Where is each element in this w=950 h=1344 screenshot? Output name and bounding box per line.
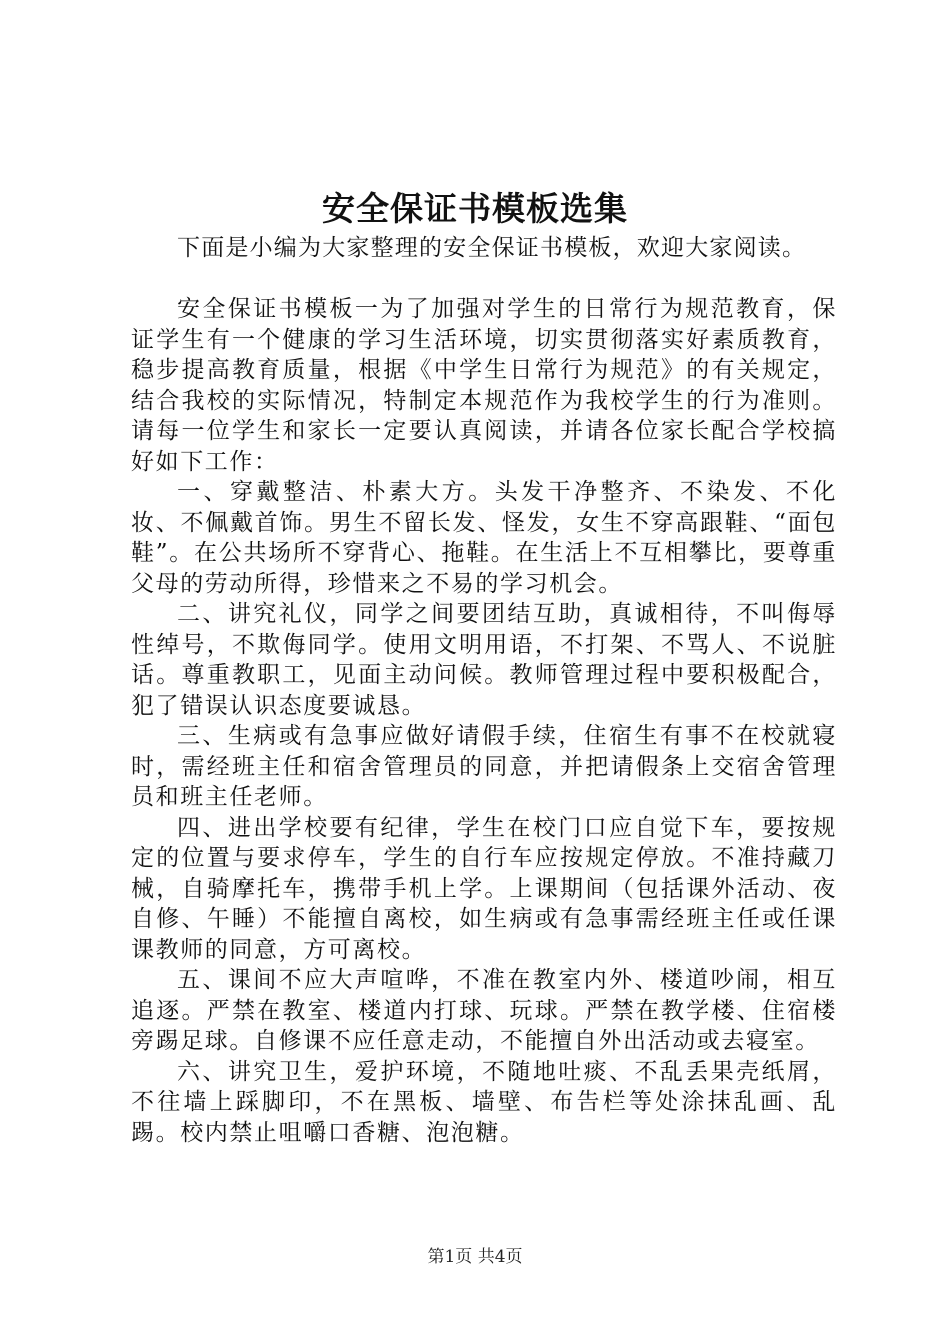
- body-paragraph: 安全保证书模板一为了加强对学生的日常行为规范教育，保证学生有一个健康的学习生活环境，切实贯彻落实好素质教育，稳步提高教育质量，根据《中学生日常行为规范》的有关规定，结合我校的实际情况，特制定本规范作为我校学生的行为准则。请每一位学生和家长一定要认真阅读，并请各位家长配合学校搞好如下工作：: [131, 296, 837, 475]
- rule-paragraph-2: 二、讲究礼仪，同学之间要团结互助，真诚相待，不叫侮辱性绰号，不欺侮同学。使用文明用语，不打架、不骂人、不说脏话。尊重教职工，见面主动问候。教师管理过程中要积极配合，犯了错误认识态度要诚恳。: [131, 601, 837, 719]
- intro-paragraph: 下面是小编为大家整理的安全保证书模板，欢迎大家阅读。: [177, 235, 807, 261]
- document-body: [131, 233, 837, 1148]
- rule-paragraph-4: 四、进出学校要有纪律，学生在校门口应自觉下车，要按规定的位置与要求停车，学生的自行车应按规定停放。不准持藏刀械，自骑摩托车，携带手机上学。上课期间（包括课外活动、夜自修、午睡）不能擅自离校，如生病或有急事需经班主任或任课课教师的同意，方可离校。: [131, 814, 837, 963]
- rule-paragraph-3: 三、生病或有急事应做好请假手续，住宿生有事不在校就寝时，需经班主任和宿舍管理员的同意，并把请假条上交宿舍管理员和班主任老师。: [131, 723, 837, 810]
- rule-paragraph-5: 五、课间不应大声喧哗，不准在教室内外、楼道吵闹，相互追逐。严禁在教室、楼道内打球、玩球。严禁在教学楼、住宿楼旁踢足球。自修课不应任意走动，不能擅自外出活动或去寝室。: [131, 967, 837, 1054]
- rule-paragraph-6: 六、讲究卫生，爱护环境，不随地吐痰、不乱丢果壳纸屑，不往墙上踩脚印，不在黑板、墙壁、布告栏等处涂抹乱画、乱踢。校内禁止咀嚼口香糖、泡泡糖。: [131, 1058, 837, 1146]
- blank-line: [131, 264, 837, 295]
- page-footer: 第1页 共4页: [427, 1247, 523, 1267]
- rule-paragraph-1: 一、穿戴整洁、朴素大方。头发干净整齐、不染发、不化妆、不佩戴首饰。男生不留长发、怪发，女生不穿高跟鞋、“面包鞋”。在公共场所不穿背心、拖鞋。在生活上不互相攀比，要尊重父母的劳动所得，珍惜来之不易的学习机会。: [131, 479, 837, 597]
- document-title: 安全保证书模板选集: [322, 189, 628, 228]
